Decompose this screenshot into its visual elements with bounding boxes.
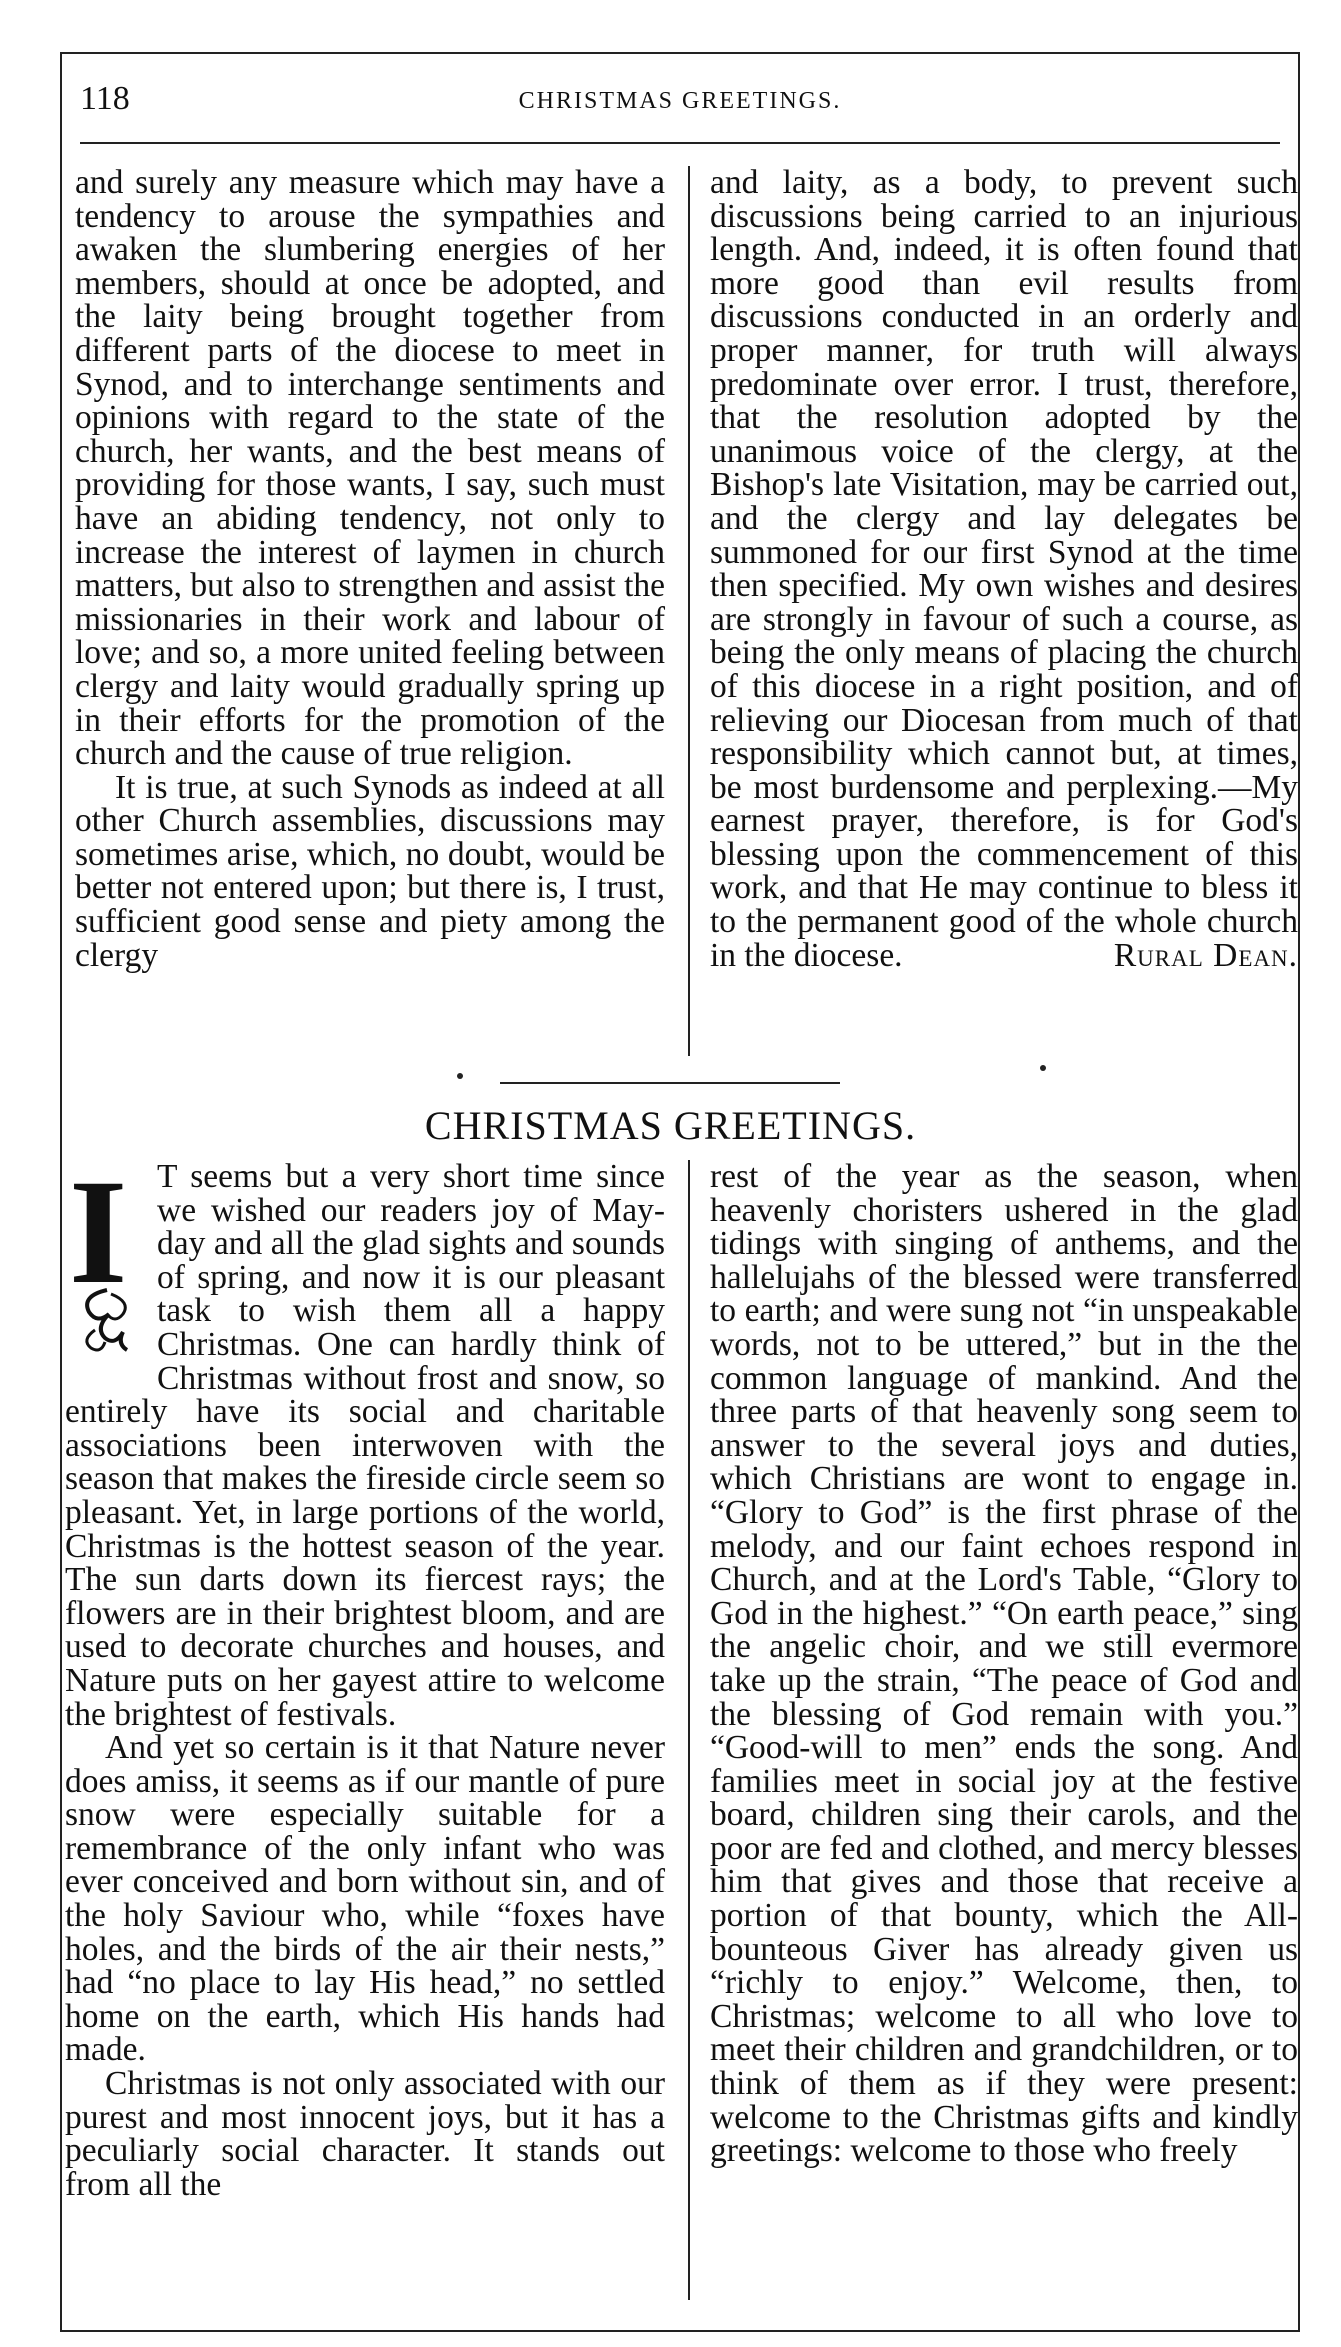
article-left-paragraph-2: And yet so certain is it that Nature never does amiss, it seems as if our mantle of pure snow were especially suitable for a remembrance of the only infant who was ever conceived and born without sin, and of the holy Saviour who, while “foxes have holes, and the birds of the air their nests,” had “no place to lay His head,” no settled home on the earth, which His hands had made.	[65, 1729, 665, 2069]
svg-text:I: I	[69, 1164, 128, 1315]
article-title: CHRISTMAS GREETINGS.	[424, 1103, 917, 1148]
article-right-paragraph-1: rest of the year as the season, when heavenly choristers ushered in the glad tidings with singing of anthems, and the hallelujahs of the blessed were transferred to earth; and were sung not “in unspeakable words, not to be uttered,” but in the the common language of mankind. And the three parts of that heavenly song seem to answer to the several joys and duties, which Christians are wont to engage in. “Glory to God” is the first phrase of the melody, and our faint echoes respond in Church, and at the Lord's Table, “Glory to God in the highest.” “On earth peace,” sing the angelic choir, and we still evermore take up the strain, “The peace of God and the blessing of God remain with you.” “Good-will to men” ends the song. And families meet in social joy at the festive board, children sing their carols, and the poor are fed and clothed, and mercy blesses him that gives and those that receive a portion of that bounty, which the All-bounteous Giver has already given us “richly to enjoy.” Welcome, then, to Christmas; welcome to all who love to meet their children and grandchildren, or to think of them as if they were present: welcome to the Christmas gifts and kindly greetings: welcome to those who freely	[710, 1158, 1298, 2170]
running-title: CHRISTMAS GREETINGS.	[518, 88, 842, 114]
page-number: 118	[80, 80, 130, 117]
ornament-dot	[1040, 1065, 1046, 1071]
prev-article-left-column	[75, 166, 665, 972]
ornament-dot	[457, 1073, 463, 1079]
top-rule	[60, 52, 1300, 54]
column-divider-top	[688, 166, 690, 1056]
column-divider-bottom	[688, 1160, 690, 2300]
prev-left-paragraph-1: and surely any measure which may have a tendency to arouse the sympathies and awaken the slumbering energies of her members, should at once be adopted, and the laity being brought together from different parts of the diocese to meet in Synod, and to interchange sentiments and opinions with regard to the state of the church, her wants, and the best means of providing for those wants, I say, such must have an abiding tendency, not only to increase the interest of laymen in church matters, but also to strengthen and assist the missionaries in their work and labour of love; and so, a more united feeling between clergy and laity would gradually spring up in their efforts for the promotion of the church and the cause of true religion.	[75, 164, 665, 773]
article-left-paragraph-3: Christmas is not only associated with our purest and most innocent joys, but it has a peculiarly social character. It stands out from all the	[65, 2065, 665, 2203]
page-header	[80, 80, 1280, 130]
prev-left-paragraph-2: It is true, at such Synods as indeed at all other Church assemblies, discussions may sometimes arise, which, no doubt, would be better not entered upon; but there is, I trust, sufficient good sense and piety among the clergy	[75, 768, 665, 974]
signature: Rural Dean.	[1113, 936, 1298, 974]
section-divider-rule	[500, 1082, 840, 1084]
ornamental-dropcap-icon	[65, 1164, 149, 1364]
article-left-paragraph-1: T seems but a very short time since we wished our readers joy of May-day and all the glad sights and sounds of spring, and now it is our pleasant task to wish them all a happy Christmas. One can hardly think of Christmas without frost and snow, so entirely have its social and charitable associations been interwoven with the season that makes the fireside circle seem so pleasant. Yet, in large portions of the world, Christmas is the hottest season of the year. The sun darts down its fiercest rays; the flowers are in their brightest bloom, and are used to decorate churches and houses, and Nature puts on her gayest attire to welcome the brightest of festivals.	[65, 1158, 665, 1733]
header-rule	[80, 142, 1280, 144]
prev-right-paragraph-1: and laity, as a body, to prevent such discussions being carried to an injurious length. And, indeed, it is often found that more good than evil results from discussions conducted in an orderly and proper manner, for truth will always predominate over error. I trust, therefore, that the resolution adopted by the unanimous voice of the clergy, at the Bishop's late Visitation, may be carried out, and the clergy and lay delegates be summoned for our first Synod at the time then specified. My own wishes and desires are strongly in favour of such a course, as being the only means of placing the church of this diocese in a right position, and of relieving our Diocesan from much of that responsibility which cannot but, at times, be most burdensome and perplexing.—My earnest prayer, therefore, is for God's blessing upon the commencement of this work, and that He may continue to bless it to the permanent good of the whole church in the diocese.	[710, 164, 1298, 974]
prev-article-right-column	[710, 166, 1298, 972]
article-left-column	[65, 1160, 665, 2201]
article-right-column	[710, 1160, 1298, 2168]
